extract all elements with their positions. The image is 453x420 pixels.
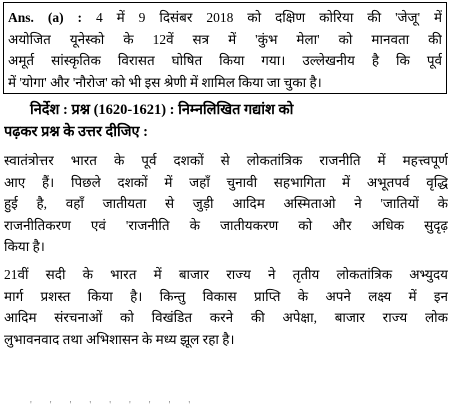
passage-line: हुई है, वहाँ जातीयता से जुड़ी आदिम अस्मिताओ ने 'जातियों के <box>4 196 448 212</box>
passage-line: राजनीतिकरण एवं 'राजनीति के जातीयकरण को और अधिक सुदृढ़ <box>4 217 448 233</box>
answer-box <box>3 2 447 94</box>
passage-line: लुभावनवाद तथा अभिशासन के मध्य झूल रहा है। <box>4 331 235 347</box>
passage-line: आदिम संरचनाओं को विखंडित करने की अपेक्षा, बाजार राज्य लोक <box>4 310 448 326</box>
passage-line: स्वातंत्रोत्तर भारत के पूर्व दशकों से लोकतांत्रिक राजनीति में महत्त्वपूर्ण <box>4 153 448 168</box>
answer-line-1 <box>8 7 442 29</box>
passage-paragraph-2 <box>4 264 448 350</box>
answer-label: Ans. (a) : <box>8 10 83 25</box>
directive-line-1: निर्देश : प्रश्न (1620-1621) : निम्नलिखित गद्यांश को <box>30 102 294 118</box>
passage <box>4 150 448 356</box>
answer-line-4: में 'योगा' और 'नौरोज' को भी इस श्रेणी में शामिल किया जा चुका है। <box>8 74 322 90</box>
directive-heading <box>4 99 450 143</box>
passage-line: आए हैं। पिछले दशकों में जहाँ चुनावी सहभागिता में अभूतपर्व वृद्धि <box>4 174 448 190</box>
passage-line: किया है। <box>4 239 45 255</box>
passage-line: मार्ग प्रशस्त किया है। किन्तु विकास प्राप्ति के अपने लक्ष्य में इन <box>4 288 448 304</box>
answer-line-text: 4 में 9 दिसंबर 2018 को दक्षिण कोरिया की 'जेजू' में <box>95 10 442 25</box>
cut-off-text-line: ''''''''' <box>30 400 209 410</box>
passage-paragraph-1 <box>4 150 448 258</box>
answer-line-3: अमूर्त सांस्कृतिक विरासत घोषित किया गया। उल्लेखनीय है कि पूर्व <box>8 53 442 68</box>
answer-line-2: अयोजित यूनेस्को के 12वें सत्र में 'कुंभ मेला' को मानवता की <box>8 31 442 47</box>
directive-line-2: पढ़कर प्रश्न के उत्तर दीजिए : <box>4 124 148 140</box>
passage-line: 21वीं सदी के भारत में बाजार राज्य ने तृतीय लोकतांत्रिक अभ्युदय <box>4 266 448 282</box>
